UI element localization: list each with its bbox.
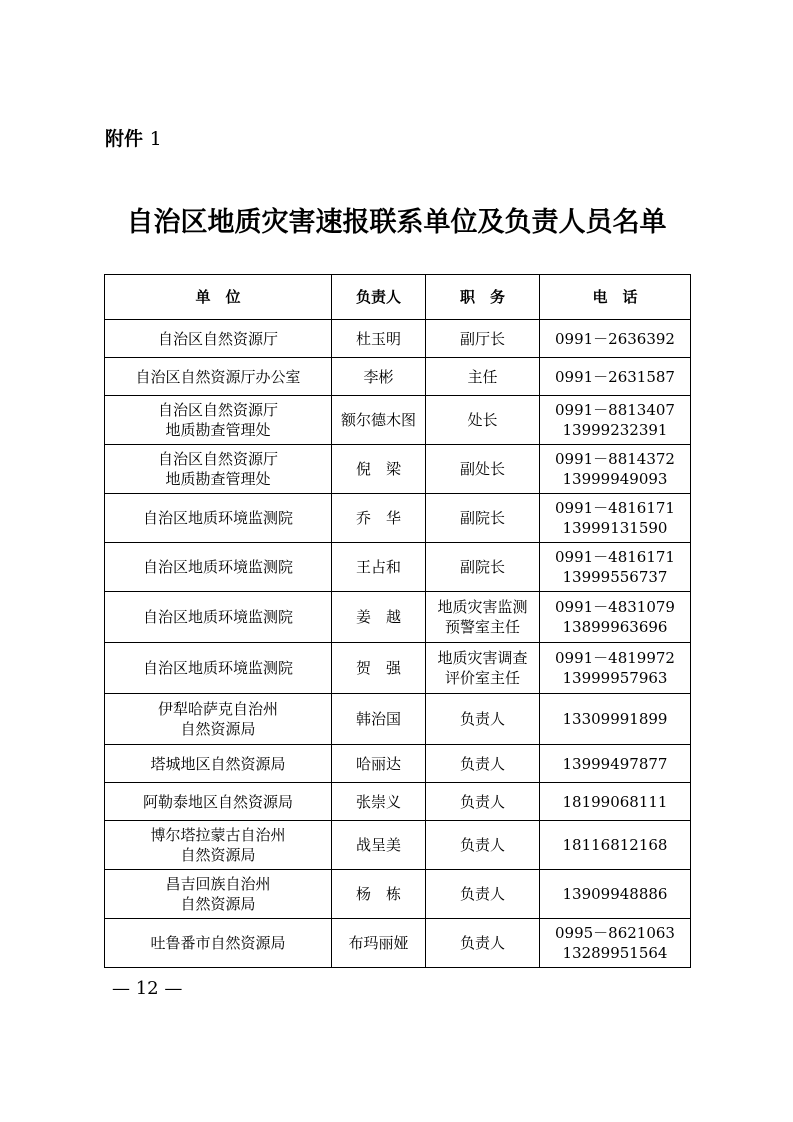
cell-unit-line: 自然资源局 [180, 720, 256, 738]
cell-position [426, 358, 540, 396]
cell-position-line: 副厅长 [459, 329, 505, 348]
cell-position-line: 负责人 [459, 885, 505, 903]
cell-person: 王占和 [332, 543, 426, 592]
cell-position-line: 负责人 [459, 754, 505, 773]
cell-unit-line: 自治区地质环境监测院 [142, 608, 293, 626]
table-row [105, 543, 691, 592]
cell-phone [540, 694, 691, 745]
cell-unit-line: 自治区地质环境监测院 [142, 558, 293, 576]
cell-phone-line: 18116812168 [562, 836, 668, 854]
cell-position [426, 745, 540, 783]
cell-unit [105, 358, 332, 396]
table-row [105, 821, 691, 870]
cell-unit-line: 地质勘查管理处 [165, 470, 271, 488]
cell-phone-line: 13999957963 [562, 669, 668, 687]
table-row [105, 445, 691, 494]
table-row [105, 592, 691, 643]
cell-position-line: 评价室主任 [444, 669, 520, 687]
cell-position-line: 副院长 [459, 558, 505, 576]
cell-phone [540, 821, 691, 870]
cell-position-line: 负责人 [459, 710, 505, 728]
cell-phone [540, 445, 691, 494]
cell-phone [540, 870, 691, 919]
cell-unit-line: 昌吉回族自治州 [165, 875, 271, 893]
cell-position-line: 预警室主任 [444, 618, 520, 636]
cell-unit [105, 396, 332, 445]
cell-position-line: 负责人 [459, 792, 505, 811]
cell-person: 乔 华 [332, 494, 426, 543]
cell-person: 张崇义 [332, 783, 426, 821]
cell-phone-line: 13289951564 [562, 944, 668, 962]
table-row [105, 745, 691, 783]
cell-phone-line: 0991－2631587 [555, 367, 675, 386]
cell-unit-line: 博尔塔拉蒙古自治州 [150, 826, 286, 844]
cell-phone-line: 0991－4816171 [555, 548, 675, 566]
table-row [105, 494, 691, 543]
table-row [105, 643, 691, 694]
cell-phone-line: 13899963696 [562, 618, 668, 636]
cell-phone-line: 13999949093 [562, 470, 668, 488]
cell-person: 哈丽达 [332, 745, 426, 783]
table-row [105, 919, 691, 968]
cell-phone-line: 13909948886 [562, 885, 668, 903]
cell-position [426, 543, 540, 592]
table-header-row [105, 275, 691, 320]
cell-phone-line: 0991－8814372 [555, 450, 675, 468]
cell-phone [540, 745, 691, 783]
cell-unit [105, 543, 332, 592]
cell-unit-line: 自然资源局 [180, 895, 256, 913]
cell-position-line: 负责人 [459, 836, 505, 854]
cell-person: 李彬 [332, 358, 426, 396]
cell-position [426, 919, 540, 968]
cell-position [426, 870, 540, 919]
cell-position-line: 地质灾害监测 [437, 598, 528, 616]
cell-unit-line: 自治区自然资源厅 [157, 329, 278, 348]
cell-position [426, 445, 540, 494]
cell-person: 姜 越 [332, 592, 426, 643]
cell-unit-line: 地质勘查管理处 [165, 421, 271, 439]
cell-phone [540, 396, 691, 445]
cell-phone [540, 592, 691, 643]
cell-phone-line: 0995－8621063 [555, 924, 675, 942]
cell-unit-line: 自治区地质环境监测院 [142, 509, 293, 527]
cell-unit-line: 自治区自然资源厅 [157, 401, 278, 419]
cell-unit [105, 821, 332, 870]
header-unit: 单 位 [105, 275, 332, 320]
table-body [105, 320, 691, 968]
header-person: 负责人 [332, 275, 426, 320]
cell-unit [105, 643, 332, 694]
cell-unit [105, 592, 332, 643]
document-title: 自治区地质灾害速报联系单位及负责人员名单 [126, 207, 667, 238]
cell-unit [105, 783, 332, 821]
cell-phone-line: 13999131590 [562, 519, 668, 537]
cell-unit-line: 塔城地区自然资源局 [150, 754, 286, 773]
cell-phone-line: 0991－2636392 [555, 329, 675, 348]
attachment-label-text: 附件 [105, 128, 144, 150]
cell-unit [105, 494, 332, 543]
cell-position [426, 494, 540, 543]
cell-unit-line: 自治区自然资源厅 [157, 450, 278, 468]
cell-unit [105, 445, 332, 494]
cell-unit-line: 自治区自然资源厅办公室 [135, 367, 301, 386]
cell-position [426, 783, 540, 821]
cell-person: 倪 梁 [332, 445, 426, 494]
cell-person: 贺 强 [332, 643, 426, 694]
header-phone: 电 话 [540, 275, 691, 320]
cell-position-line: 负责人 [459, 934, 505, 952]
cell-person: 杨 栋 [332, 870, 426, 919]
cell-phone [540, 320, 691, 358]
cell-unit [105, 745, 332, 783]
cell-person: 布玛丽娅 [332, 919, 426, 968]
cell-position-line: 副处长 [459, 460, 505, 478]
cell-phone [540, 543, 691, 592]
cell-person: 杜玉明 [332, 320, 426, 358]
cell-unit [105, 320, 332, 358]
attachment-number: 1 [149, 128, 162, 150]
cell-phone-line: 0991－4831079 [555, 598, 675, 616]
cell-phone-line: 13999556737 [562, 568, 668, 586]
cell-person: 额尔德木图 [332, 396, 426, 445]
cell-unit-line: 伊犁哈萨克自治州 [157, 700, 278, 718]
cell-person: 战呈美 [332, 821, 426, 870]
cell-position [426, 694, 540, 745]
cell-phone-line: 18199068111 [562, 792, 668, 811]
contact-table [104, 274, 691, 968]
cell-position-line: 处长 [467, 411, 498, 429]
table-row [105, 320, 691, 358]
cell-phone-line: 13999232391 [562, 421, 668, 439]
cell-phone-line: 13309991899 [562, 710, 668, 728]
cell-position [426, 821, 540, 870]
cell-unit-line: 阿勒泰地区自然资源局 [142, 792, 293, 811]
table-row [105, 396, 691, 445]
cell-unit [105, 870, 332, 919]
cell-unit-line: 自然资源局 [180, 846, 256, 864]
cell-unit-line: 吐鲁番市自然资源局 [150, 934, 286, 952]
cell-phone-line: 0991－4816171 [555, 499, 675, 517]
cell-phone [540, 358, 691, 396]
cell-phone [540, 643, 691, 694]
cell-unit [105, 919, 332, 968]
header-position: 职 务 [426, 275, 540, 320]
table-row [105, 870, 691, 919]
cell-phone-line: 0991－8813407 [555, 401, 675, 419]
page-number: — 12 — [112, 978, 183, 999]
cell-unit-line: 自治区地质环境监测院 [142, 659, 293, 677]
cell-phone [540, 919, 691, 968]
cell-position [426, 396, 540, 445]
cell-position-line: 地质灾害调查 [437, 649, 528, 667]
cell-phone-line: 0991－4819972 [555, 649, 675, 667]
cell-position-line: 副院长 [459, 509, 505, 527]
cell-position [426, 320, 540, 358]
attachment-label [105, 124, 162, 151]
cell-position-line: 主任 [467, 367, 498, 386]
cell-phone [540, 494, 691, 543]
cell-person: 韩治国 [332, 694, 426, 745]
table-row [105, 358, 691, 396]
cell-phone-line: 13999497877 [562, 754, 668, 773]
cell-position [426, 592, 540, 643]
table-row [105, 783, 691, 821]
table-row [105, 694, 691, 745]
cell-position [426, 643, 540, 694]
cell-phone [540, 783, 691, 821]
cell-unit [105, 694, 332, 745]
